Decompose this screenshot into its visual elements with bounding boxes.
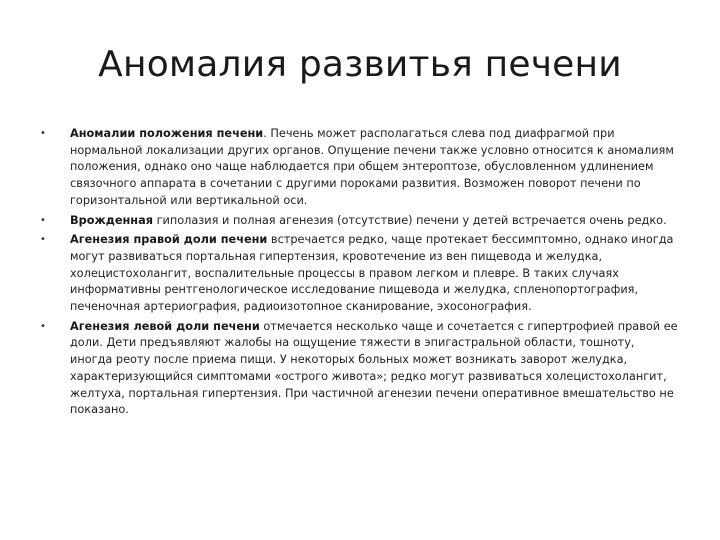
bullet-icon: • bbox=[40, 320, 46, 332]
item-heading: Агенезия правой доли печени bbox=[70, 233, 268, 247]
bullet-icon: • bbox=[40, 234, 46, 246]
item-text: встречается редко, чаще протекает бессимптомно, однако иногда могут развиваться портальная гипертензия, кровотечение из вен пищевода и желудка, холецистохолангит, воспалительные процессы в правом легком и плевре. В таких случаях информативны рентгенологическое исследование пищевода и желудка, спленопортография, печеночная артериография, радиоизотопное сканирование, эхосонография. bbox=[70, 233, 674, 314]
item-text: . Печень может располагаться слева под диафрагмой при нормальной локализации других органов. Опущение печени также условно относится к аномалиям положения, однако оно чаще наблюдается при общем энтероптозе, обусловленном удлинением связочного аппарата в сочетании с другими пороками развития. Возможен поворот печени по горизонтальной или вертикальной оси. bbox=[70, 127, 674, 207]
bullet-icon: • bbox=[40, 128, 46, 139]
item-heading: Агенезия левой доли печени bbox=[70, 319, 260, 333]
bullet-icon: • bbox=[40, 214, 46, 226]
item-heading: Аномалии положения печени bbox=[70, 127, 264, 140]
bullet-list bbox=[40, 126, 680, 419]
list-item bbox=[40, 126, 680, 210]
list-item bbox=[40, 232, 680, 316]
item-text: отмечается несколько чаще и сочетается с гипертрофией правой ее доли. Дети предъявляют жалобы на ощущение тяжести в эпигастральной области, тошноту, иногда реоту после приема пищи. У некоторых больных может возникать заворот желудка, характеризующийся симптомами «острого живота»; редко могут развиваться холецистохолангит, желтуха, портальная гипертензия. При частичной агенезии печени оперативное вмешательство не показано. bbox=[70, 319, 678, 417]
list-item bbox=[40, 319, 680, 419]
list-item bbox=[40, 213, 680, 230]
item-heading: Врожденная bbox=[70, 213, 153, 227]
slide-title: Аномалия развитья печени bbox=[98, 44, 622, 85]
item-text: гиполазия и полная агенезия (отсутствие) печени у детей встречается очень редко. bbox=[152, 213, 667, 227]
